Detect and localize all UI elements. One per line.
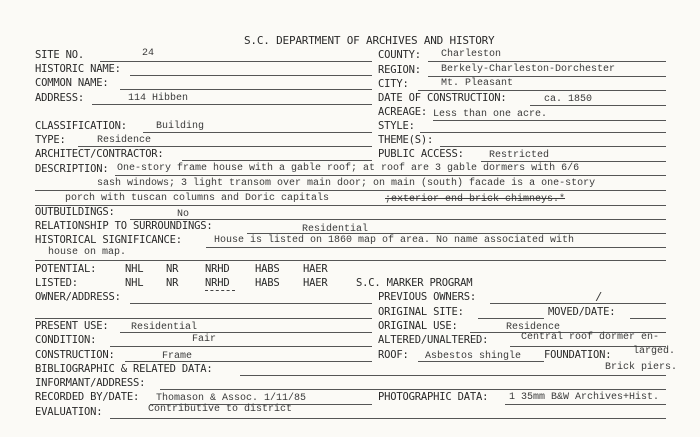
owner-address-line-2 [35, 318, 372, 319]
type-line [78, 146, 372, 147]
county-line [428, 61, 666, 62]
listed-nrhd-underline [205, 290, 235, 291]
potential-label: POTENTIAL: [35, 263, 97, 275]
moved-date-line [630, 318, 666, 319]
historic-name-label: HISTORIC NAME: [35, 63, 121, 75]
potential-nr: NR [166, 263, 179, 275]
form-title: S.C. DEPARTMENT OF ARCHIVES AND HISTORY [244, 34, 495, 47]
evaluation-value: Contributive to district [148, 404, 293, 415]
style-line [420, 132, 666, 133]
listed-haer: HAER [303, 277, 328, 289]
date-construction-line [530, 105, 666, 106]
previous-owners-label: PREVIOUS OWNERS: [378, 291, 476, 303]
informant-line [160, 389, 666, 390]
address-label: ADDRESS: [35, 92, 84, 104]
altered-unaltered-label: ALTERED/UNALTERED: [378, 334, 489, 346]
style-label: STYLE: [378, 120, 415, 132]
type-value: Residence [97, 135, 152, 146]
moved-date-label: MOVED/DATE: [548, 306, 616, 318]
moved-date-mark: / [595, 291, 603, 305]
listed-habs: HABS [255, 277, 280, 289]
relationship-value: Residential [302, 224, 369, 235]
informant-label: INFORMANT/ADDRESS: [35, 377, 146, 389]
site-no-line [100, 61, 372, 62]
outbuildings-value: No [177, 209, 190, 220]
original-use-label: ORIGINAL USE: [378, 320, 458, 332]
foundation-label: FOUNDATION: [544, 349, 612, 361]
previous-owners-line [490, 303, 666, 304]
site-no-value: 24 [142, 48, 155, 59]
listed-label: LISTED: [35, 277, 78, 289]
potential-haer: HAER [303, 263, 328, 275]
listed-nhl: NHL [125, 277, 144, 289]
photographic-data-line [505, 404, 666, 405]
potential-habs: HABS [255, 263, 280, 275]
county-label: COUNTY: [378, 49, 421, 61]
description-rule-1 [115, 175, 666, 176]
acreage-line [433, 120, 666, 121]
common-name-label: COMMON NAME: [35, 77, 109, 89]
condition-label: CONDITION: [35, 334, 97, 346]
foundation-value: Brick piers. [605, 362, 678, 373]
historical-significance-line-1: House is listed on 1860 map of area. No name associated with [214, 235, 575, 246]
description-line-3: porch with tuscan columns and Doric capitals [65, 193, 330, 204]
site-no-label: SITE NO. [35, 49, 84, 61]
relationship-line [247, 233, 666, 234]
region-label: REGION: [378, 64, 421, 76]
owner-address-line [130, 303, 372, 304]
architect-line [182, 160, 372, 161]
recorded-by-value: Thomason & Assoc. 1/11/85 [156, 393, 307, 404]
construction-value: Frame [162, 351, 193, 362]
region-value: Berkely-Charleston-Dorchester [441, 64, 616, 75]
original-site-label: ORIGINAL SITE: [378, 306, 464, 318]
roof-line [418, 361, 544, 362]
classification-line [143, 132, 372, 133]
altered-line-2: larged. [633, 346, 676, 357]
address-value: 114 Hibben [128, 93, 189, 104]
bibliographic-line [240, 375, 666, 376]
present-use-line [120, 332, 372, 333]
description-rule-2 [35, 190, 666, 191]
present-use-label: PRESENT USE: [35, 320, 109, 332]
themes-label: THEME(S): [378, 134, 434, 146]
photographic-data-value: 1 35mm B&W Archives+Hist. [509, 392, 660, 403]
listed-nrhd: NRHD [205, 277, 230, 289]
construction-label: CONSTRUCTION: [35, 349, 115, 361]
altered-line-1: Central roof dormer en- [521, 332, 660, 343]
date-construction-label: DATE OF CONSTRUCTION: [378, 92, 507, 104]
roof-value: Asbestos shingle [425, 351, 522, 362]
potential-nrhd: NRHD [205, 263, 230, 275]
classification-value: Building [156, 121, 205, 132]
present-use-value: Residential [131, 322, 198, 333]
description-label: DESCRIPTION: [35, 163, 109, 175]
condition-line [110, 346, 372, 347]
description-strikeout: ;exterior end brick chimneys.* [385, 194, 566, 205]
city-line [418, 90, 666, 91]
common-name-line [120, 89, 372, 90]
relationship-label: RELATIONSHIP TO SURROUNDINGS: [35, 220, 213, 232]
potential-nhl: NHL [125, 263, 144, 275]
roof-label: ROOF: [378, 349, 409, 361]
address-line [92, 104, 372, 105]
public-access-line [481, 161, 666, 162]
historic-name-line [130, 75, 372, 76]
city-label: CITY: [378, 78, 409, 90]
historical-significance-rule-1 [206, 247, 666, 248]
historical-significance-rule-2 [35, 260, 666, 261]
photographic-data-label: PHOTOGRAPHIC DATA: [378, 391, 489, 403]
description-line-1: One-story frame house with a gable roof; at roof are 3 gable dormers with 6/6 [117, 163, 580, 174]
architect-label: ARCHITECT/CONTRACTOR: [35, 148, 164, 160]
public-access-label: PUBLIC ACCESS: [378, 148, 464, 160]
type-label: TYPE: [35, 134, 66, 146]
evaluation-line [110, 418, 666, 419]
outbuildings-label: OUTBUILDINGS: [35, 206, 115, 218]
county-value: Charleston [441, 49, 502, 60]
description-rule-3 [35, 205, 666, 206]
public-access-value: Restricted [489, 150, 550, 161]
original-site-line [478, 318, 544, 319]
historical-significance-label: HISTORICAL SIGNIFICANCE: [35, 234, 182, 246]
listed-nr: NR [166, 277, 179, 289]
original-use-value: Residence [506, 322, 561, 333]
owner-address-label: OWNER/ADDRESS: [35, 291, 121, 303]
recorded-by-label: RECORDED BY/DATE: [35, 391, 140, 403]
historical-significance-line-2: house on map. [48, 247, 127, 258]
classification-label: CLASSIFICATION: [35, 120, 127, 132]
date-construction-value: ca. 1850 [544, 94, 593, 105]
evaluation-label: EVALUATION: [35, 406, 103, 418]
condition-value: Fair [192, 334, 217, 345]
acreage-value: Less than one acre. [433, 109, 548, 120]
city-value: Mt. Pleasant [441, 78, 514, 89]
bibliographic-label: BIBLIOGRAPHIC & RELATED DATA: [35, 363, 213, 375]
description-line-2: sash windows; 3 light transom over main door; on main (south) facade is a one-story [97, 178, 596, 189]
construction-line [125, 361, 372, 362]
region-line [428, 76, 666, 77]
themes-line [440, 146, 666, 147]
acreage-label: ACREAGE: [378, 106, 427, 118]
marker-program-label: S.C. MARKER PROGRAM [356, 277, 473, 289]
